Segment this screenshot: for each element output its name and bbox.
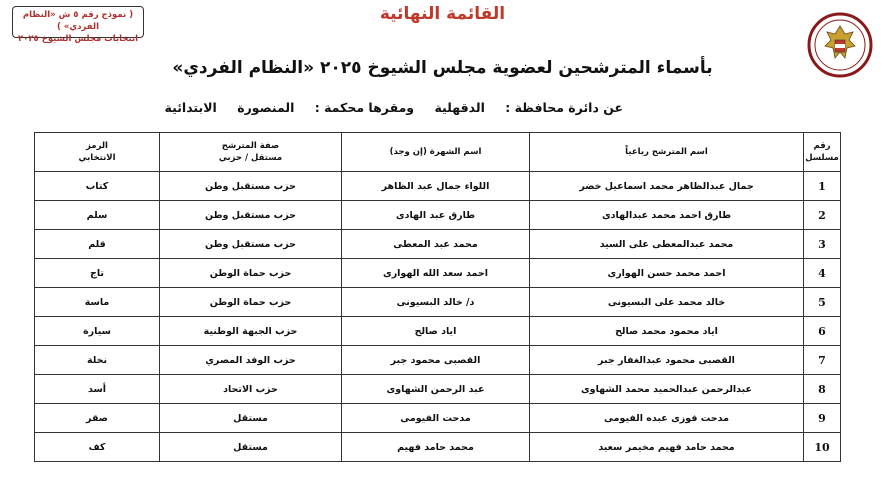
header-name: اسم المترشح رباعياً — [530, 133, 804, 172]
cell-name: احمد محمد حسن الهوارى — [530, 259, 804, 288]
cell-fame: طارق عبد الهادى — [342, 201, 530, 230]
header-serial-line1: رقم — [813, 141, 831, 151]
header-serial — [804, 133, 841, 172]
election-name-line: انتخابات مجلس الشيوخ ٢٠٢٥ — [17, 34, 138, 44]
header-party-line1: صفة المترشح — [221, 141, 280, 151]
cell-party: حزب حماة الوطن — [160, 288, 342, 317]
cell-fame: احمد سعد الله الهوارى — [342, 259, 530, 288]
cell-symbol: قلم — [35, 230, 160, 259]
cell-fame: عبد الرحمن الشهاوى — [342, 375, 530, 404]
cell-fame: د/ خالد البسيونى — [342, 288, 530, 317]
header-fame: اسم الشهرة (إن وجد) — [342, 133, 530, 172]
cell-party: مستقل — [160, 404, 342, 433]
cell-name: جمال عبدالظاهر محمد اسماعيل خضر — [530, 172, 804, 201]
cell-serial: 2 — [804, 201, 841, 230]
header-symbol-line1: الرمز — [86, 141, 108, 151]
cell-fame: اللواء جمال عبد الظاهر — [342, 172, 530, 201]
cell-serial: 1 — [804, 172, 841, 201]
cell-name: اياد محمود محمد صالح — [530, 317, 804, 346]
cell-fame: اياد صالح — [342, 317, 530, 346]
candidates-table — [34, 132, 841, 462]
page-title: القائمة النهائية — [379, 4, 506, 24]
cell-symbol: كتاب — [35, 172, 160, 201]
circle-info — [149, 100, 623, 115]
cell-fame: محمد حامد فهيم — [342, 433, 530, 462]
court-label: ومقرها محكمة : — [314, 100, 415, 115]
cell-symbol: ماسة — [35, 288, 160, 317]
cell-fame: محمد عبد المعطى — [342, 230, 530, 259]
cell-symbol: نخلة — [35, 346, 160, 375]
court-value: المنصورة — [237, 100, 295, 115]
table-row — [35, 172, 841, 201]
table-row — [35, 259, 841, 288]
cell-party: حزب مستقبل وطن — [160, 230, 342, 259]
cell-serial: 5 — [804, 288, 841, 317]
table-row — [35, 317, 841, 346]
table-row — [35, 201, 841, 230]
cell-party: مستقل — [160, 433, 342, 462]
cell-name: محمد حامد فهيم مخيمر سعيد — [530, 433, 804, 462]
cell-party: حزب مستقبل وطن — [160, 172, 342, 201]
cell-serial: 9 — [804, 404, 841, 433]
form-number-line: ( نموذج رقم ٥ ش «النظام الفردي» ) — [22, 10, 134, 32]
cell-serial: 6 — [804, 317, 841, 346]
cell-symbol: كف — [35, 433, 160, 462]
cell-fame: مدحت الفيومى — [342, 404, 530, 433]
table-row — [35, 375, 841, 404]
cell-party: حزب الوفد المصري — [160, 346, 342, 375]
form-number-box — [12, 6, 144, 44]
table-header-row — [35, 133, 841, 172]
cell-party: حزب الاتحاد — [160, 375, 342, 404]
cell-name: عبدالرحمن عبدالحميد محمد الشهاوى — [530, 375, 804, 404]
table-row — [35, 404, 841, 433]
subtitle: بأسماء المترشحين لعضوية مجلس الشيوخ ٢٠٢٥ «النظام الفردي» — [172, 58, 713, 78]
cell-name: طارق احمد محمد عبدالهادى — [530, 201, 804, 230]
cell-party: حزب حماة الوطن — [160, 259, 342, 288]
cell-party: حزب الجبهة الوطنية — [160, 317, 342, 346]
cell-symbol: صقر — [35, 404, 160, 433]
cell-symbol: تاج — [35, 259, 160, 288]
header-symbol-line2: الانتخابي — [78, 153, 116, 163]
cell-symbol: أسد — [35, 375, 160, 404]
cell-name: مدحت فوزى عبده الفيومى — [530, 404, 804, 433]
header-symbol — [35, 133, 160, 172]
cell-serial: 10 — [804, 433, 841, 462]
table-row — [35, 230, 841, 259]
cell-name: خالد محمد على البسيونى — [530, 288, 804, 317]
header-party — [160, 133, 342, 172]
governorate-value: الدقهلية — [434, 100, 485, 115]
table-row — [35, 433, 841, 462]
cell-fame: القصبى محمود جبر — [342, 346, 530, 375]
cell-serial: 7 — [804, 346, 841, 375]
cell-symbol: سيارة — [35, 317, 160, 346]
cell-party: حزب مستقبل وطن — [160, 201, 342, 230]
cell-serial: 8 — [804, 375, 841, 404]
cell-name: محمد عبدالمعطى على السيد — [530, 230, 804, 259]
circle-label: عن دائرة محافظة : — [505, 100, 623, 115]
cell-serial: 4 — [804, 259, 841, 288]
header-serial-line2: مسلسل — [805, 153, 839, 163]
cell-name: القصبى محمود عبدالغفار جبر — [530, 346, 804, 375]
cell-serial: 3 — [804, 230, 841, 259]
table-row — [35, 346, 841, 375]
table-row — [35, 288, 841, 317]
header-party-line2: مستقل / حزبي — [218, 153, 283, 163]
court-type-value: الابتدائية — [164, 100, 217, 115]
cell-symbol: سلم — [35, 201, 160, 230]
